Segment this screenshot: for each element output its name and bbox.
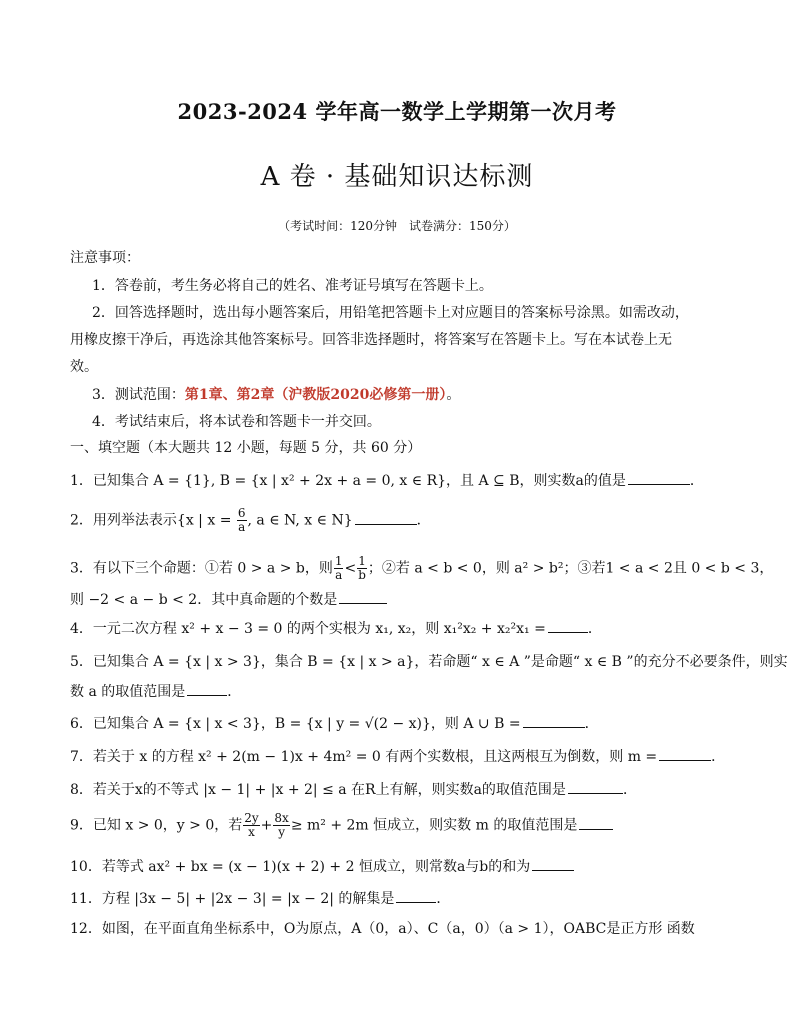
answer-blank	[355, 512, 417, 525]
fraction	[243, 812, 259, 839]
question-5-end: ．	[227, 684, 242, 700]
answer-blank	[548, 620, 588, 633]
fraction-numerator: 1	[334, 554, 343, 568]
answer-blank	[568, 781, 623, 794]
fraction-denominator: y	[278, 825, 285, 839]
fraction-denominator: a	[335, 568, 343, 582]
question-9-part-1: 9．已知 x > 0，y > 0，若	[70, 817, 243, 834]
fraction-denominator: x	[248, 825, 255, 839]
note-2-line-1: 2．回答选择题时，选出每小题答案后，用铅笔把答题卡上对应题目的答案标号涂黑。如需改动，	[92, 305, 689, 321]
note-3-prefix: 3．测试范围：	[92, 387, 185, 403]
question-6-text: 6．已知集合 A = {x | x < 3}，B = {x | y = √(2 − x)}，则 A ∪ B =	[70, 716, 521, 732]
question-2	[70, 507, 730, 534]
fraction-numerator: 8x	[274, 811, 289, 825]
question-1-text: 1．已知集合 A = {1}, B = {x | x² + 2x + a = 0, x ∈ R}，且 A ⊆ B，则实数a的值是	[70, 473, 626, 489]
question-4-text: 4．一元二次方程 x² + x − 3 = 0 的两个实根为 x₁, x₂，则 x₁²x₂ + x₂²x₁ =	[70, 621, 546, 637]
question-7	[70, 746, 730, 766]
question-5-text: 数 a 的取值范围是	[70, 684, 186, 700]
fraction	[334, 555, 344, 582]
note-2-line-3: 效。	[70, 359, 98, 375]
note-3	[92, 384, 752, 404]
question-2-prefix: 2．用列举法表示	[70, 512, 177, 529]
question-4	[70, 618, 730, 638]
note-4: 4．考试结束后，将本试卷和答题卡一并交回。	[92, 414, 381, 430]
answer-blank	[187, 683, 227, 696]
question-11	[70, 888, 730, 908]
answer-blank	[628, 472, 690, 485]
question-7-end: ．	[711, 749, 726, 765]
question-8	[70, 779, 730, 799]
question-7-text: 7．若关于 x 的方程 x² + 2(m − 1)x + 4m² = 0 有两个实数根，且这两根互为倒数，则 m =	[70, 749, 658, 765]
question-3-part-2: ；②若 a < b < 0，则 a² > b²；③若1 < a < 2且 0 < b < 3，	[367, 560, 774, 577]
question-8-end: ．	[622, 782, 637, 798]
question-2-end: ．	[416, 512, 431, 529]
exam-info: （考试时间：120分钟 试卷满分：150分）	[278, 219, 516, 233]
answer-blank	[396, 890, 436, 903]
question-12: 12．如图，在平面直角坐标系中，O为原点，A（0，a）、C（a，0）（a > 1），OABC是正方形 函数	[70, 921, 695, 937]
less-than-sign: <	[344, 560, 357, 577]
exam-title: 2023-2024 学年高一数学上学期第一次月考	[177, 99, 617, 124]
fraction-denominator: b	[358, 568, 366, 582]
question-1-end: ．	[689, 473, 704, 489]
question-6	[70, 713, 730, 733]
question-1	[70, 470, 730, 490]
test-range: 第1章、第2章（沪教版2020必修第一册）	[184, 387, 447, 403]
question-4-end: ．	[587, 621, 602, 637]
question-10	[70, 856, 730, 876]
fraction	[237, 507, 247, 534]
answer-blank	[659, 748, 711, 761]
question-3-text: 则 −2 < a − b < 2．其中真命题的个数是	[70, 592, 338, 608]
question-6-end: ．	[584, 716, 599, 732]
fraction-denominator: a	[238, 520, 246, 534]
question-11-text: 11．方程 |3x − 5| + |2x − 3| = |x − 2| 的解集是	[70, 891, 395, 907]
question-2-set-end: , a ∈ N, x ∈ N}	[247, 512, 353, 529]
fraction-numerator: 2y	[244, 811, 259, 825]
note-3-suffix: 。	[446, 387, 461, 403]
answer-blank	[532, 858, 574, 871]
question-3-line-2	[70, 589, 730, 609]
question-11-end: ．	[436, 891, 451, 907]
question-9	[70, 812, 730, 839]
question-8-text: 8．若关于x的不等式 |x − 1| + |x + 2| ≤ a 在R上有解，则实数a的取值范围是	[70, 782, 566, 798]
fraction-numerator: 1	[358, 554, 366, 568]
plus-sign: +	[260, 817, 273, 834]
question-3-line-1	[70, 554, 774, 582]
question-2-set-start: {x | x =	[176, 512, 236, 529]
question-5-line-1: 5．已知集合 A = {x | x > 3}，集合 B = {x | x > a}，若命题“ x ∈ A ”是命题“ x ∈ B ”的充分不必要条件，则实	[70, 654, 788, 670]
notes-heading: 注意事项：	[70, 250, 140, 266]
question-5-line-2	[70, 681, 730, 701]
answer-blank	[579, 817, 613, 830]
note-2-line-2: 用橡皮擦干净后，再选涂其他答案标号。回答非选择题时，将答案写在答题卡上。写在本试卷上无	[70, 332, 672, 348]
fraction-numerator: 6	[237, 506, 246, 520]
question-10-text: 10．若等式 ax² + bx = (x − 1)(x + 2) + 2 恒成立，则常数a与b的和为	[70, 859, 531, 875]
answer-blank	[339, 591, 387, 604]
note-1: 1．答卷前，考生务必将自己的姓名、准考证号填写在答题卡上。	[92, 278, 493, 294]
question-9-part-2: ≥ m² + 2m 恒成立，则实数 m 的取值范围是	[290, 817, 578, 834]
question-3-part-1: 3．有以下三个命题：①若 0 > a > b，则	[70, 560, 333, 577]
section-heading: 一、填空题（本大题共 12 小题，每题 5 分，共 60 分）	[70, 440, 422, 456]
answer-blank	[523, 715, 585, 728]
exam-subtitle: A 卷 · 基础知识达标测	[260, 162, 534, 192]
fraction	[357, 555, 367, 582]
fraction	[273, 812, 289, 839]
